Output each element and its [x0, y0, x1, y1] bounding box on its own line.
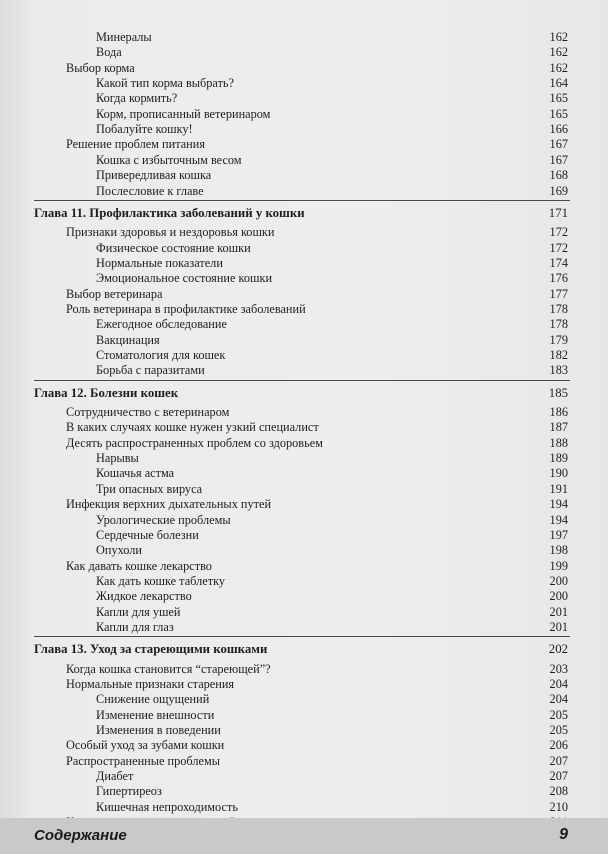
- toc-entry-title: Нормальные показатели: [96, 255, 223, 270]
- toc-entry[interactable]: [0, 348, 608, 363]
- toc-entry-title: Сотрудничество с ветеринаром: [66, 405, 230, 420]
- toc-entry[interactable]: [0, 605, 608, 620]
- toc-entry-page: 203: [549, 661, 568, 676]
- toc-entry-title: Кошка с избыточным весом: [96, 152, 242, 167]
- toc-entry-page: 208: [549, 784, 568, 799]
- footer-section-title: Содержание: [34, 827, 127, 844]
- toc-entry-page: 200: [549, 589, 568, 604]
- toc-entry[interactable]: [0, 168, 608, 183]
- toc-entry-page: 171: [548, 205, 568, 220]
- toc-entry-title: Гипертиреоз: [96, 784, 162, 799]
- toc-entry[interactable]: [0, 482, 608, 497]
- toc-entry-page: 201: [549, 604, 568, 619]
- toc-entry-page: 194: [549, 512, 568, 527]
- toc-entry-page: 182: [549, 348, 568, 362]
- toc-entry-page: 210: [549, 799, 568, 814]
- toc-entry-page: 165: [549, 106, 568, 121]
- toc-entry-page: 167: [549, 152, 568, 167]
- toc-entry-title: Корм, прописанный ветеринаром: [96, 106, 271, 121]
- toc-entry[interactable]: [0, 528, 608, 543]
- toc-entry-page: 190: [549, 466, 568, 481]
- toc-entry-page: 162: [549, 30, 568, 44]
- toc-entry-page: 178: [549, 301, 568, 316]
- toc-entry-title: Как давать кошке лекарство: [66, 558, 212, 573]
- toc-entry-page: 179: [549, 332, 568, 347]
- toc-entry[interactable]: [0, 225, 608, 240]
- toc-entry-title: Когда кормить?: [96, 91, 178, 106]
- toc-entry-page: 166: [549, 122, 568, 137]
- toc-entry-title: Капли для глаз: [96, 619, 174, 634]
- toc-entry-page: 188: [549, 435, 568, 450]
- toc-entry[interactable]: [0, 122, 608, 137]
- toc-entry[interactable]: [0, 451, 608, 466]
- toc-entry-page: 207: [549, 753, 568, 768]
- toc-entry-title: Вакцинация: [96, 332, 160, 347]
- toc-entry-page: 200: [549, 573, 568, 588]
- toc-entry-title: Кишечная непроходимость: [96, 799, 238, 814]
- toc-entry-title: Инфекция верхних дыхательных путей: [66, 497, 272, 512]
- toc-entry-title: Борьба с паразитами: [96, 363, 205, 378]
- toc-entry-title: Физическое состояние кошки: [96, 240, 251, 255]
- toc-entry-page: 162: [549, 45, 568, 60]
- toc-entry-page: 197: [549, 527, 568, 542]
- toc-entry[interactable]: [0, 184, 608, 199]
- toc-entry-page: 201: [549, 619, 568, 634]
- toc-entry-title: Изменение внешности: [96, 707, 215, 722]
- toc-entry-page: 165: [549, 91, 568, 106]
- toc-entry[interactable]: [0, 436, 608, 451]
- toc-entry[interactable]: [0, 769, 608, 784]
- toc-entry[interactable]: [0, 241, 608, 256]
- toc-entry-page: 199: [549, 558, 568, 573]
- toc-entry-title: Нарывы: [96, 451, 139, 466]
- toc-entry-title: Особый уход за зубами кошки: [66, 738, 225, 753]
- toc-entry[interactable]: [0, 76, 608, 91]
- toc-entry-page: 205: [549, 707, 568, 722]
- toc-entry-page: 164: [549, 76, 568, 91]
- toc-entry-title: Три опасных вируса: [96, 481, 203, 496]
- toc-entry-page: 198: [549, 543, 568, 558]
- toc-entry[interactable]: [0, 45, 608, 60]
- toc-entry[interactable]: [0, 677, 608, 692]
- toc-entry-title: Кошачья астма: [96, 466, 175, 481]
- toc-entry-title: Жидкое лекарство: [96, 589, 192, 604]
- toc-entry-page: 172: [549, 240, 568, 255]
- chapter-heading[interactable]: [0, 386, 608, 401]
- toc-entry-title: Выбор корма: [66, 60, 135, 75]
- toc-entry-title: Когда кошка становится “стареющей”?: [66, 661, 271, 676]
- toc-entry-title: Ежегодное обследование: [96, 317, 227, 332]
- toc-entry[interactable]: [0, 708, 608, 723]
- toc-entry-page: 176: [549, 271, 568, 286]
- toc-entry[interactable]: [0, 333, 608, 348]
- toc-entry[interactable]: [0, 589, 608, 604]
- toc-entry-page: 169: [549, 183, 568, 198]
- toc-entry[interactable]: [0, 723, 608, 738]
- toc-entry[interactable]: [0, 497, 608, 512]
- toc-entry[interactable]: [0, 574, 608, 589]
- toc-entry[interactable]: [0, 91, 608, 106]
- toc-entry[interactable]: [0, 153, 608, 168]
- toc-entry-title: Минералы: [96, 30, 152, 44]
- toc-entry-title: Снижение ощущений: [96, 692, 210, 707]
- toc-entry-page: 202: [548, 642, 568, 657]
- toc-entry[interactable]: [0, 543, 608, 558]
- toc-entry-page: 204: [549, 677, 568, 691]
- toc-entry-title: Решение проблем питания: [66, 137, 205, 152]
- toc-entry-title: Нормальные признаки старения: [66, 677, 235, 691]
- toc-entry-title: Привередливая кошка: [96, 168, 212, 183]
- toc-entry[interactable]: [0, 692, 608, 707]
- toc-entry[interactable]: [0, 559, 608, 574]
- toc-entry-title: Глава 11. Профилактика заболеваний у кошки: [34, 205, 305, 220]
- toc-entry-title: Капли для ушей: [96, 604, 181, 619]
- toc-entry-page: 191: [549, 481, 568, 496]
- toc-entry-page: 187: [549, 420, 568, 435]
- toc-entry-title: Признаки здоровья и нездоровья кошки: [66, 225, 275, 240]
- toc-entry[interactable]: [0, 256, 608, 271]
- toc-entry-title: Послесловие к главе: [96, 183, 204, 198]
- toc-entry-page: 174: [549, 255, 568, 270]
- toc-entry-title: Вода: [96, 45, 122, 60]
- toc-entry[interactable]: [0, 363, 608, 378]
- toc-entry-title: Распространенные проблемы: [66, 753, 220, 768]
- toc-entry-page: 185: [548, 385, 568, 400]
- toc-entry[interactable]: [0, 30, 608, 45]
- toc-entry-title: В каких случаях кошке нужен узкий специалист: [66, 420, 319, 435]
- toc-entry-page: 186: [549, 405, 568, 420]
- toc-entry[interactable]: [0, 271, 608, 286]
- chapter-divider: [34, 380, 570, 381]
- toc-entry-page: 194: [549, 497, 568, 512]
- toc-entry[interactable]: [0, 800, 608, 815]
- toc-entry[interactable]: [0, 420, 608, 435]
- toc-entry-title: Как дать кошке таблетку: [96, 573, 226, 588]
- toc-entry-title: Урологические проблемы: [96, 512, 231, 527]
- toc-entry-page: 206: [549, 738, 568, 753]
- toc-entry-title: Стоматология для кошек: [96, 348, 226, 362]
- page-footer: [0, 818, 608, 854]
- toc-entry-page: 172: [549, 225, 568, 240]
- toc-entry[interactable]: [0, 107, 608, 122]
- toc-entry-title: Побалуйте кошку!: [96, 122, 193, 137]
- toc-entry[interactable]: [0, 784, 608, 799]
- toc-entry[interactable]: [0, 738, 608, 753]
- toc-entry[interactable]: [0, 662, 608, 677]
- toc-entry-page: 168: [549, 168, 568, 183]
- toc-entry-title: Глава 13. Уход за стареющими кошками: [34, 642, 268, 657]
- toc-entry-title: Эмоциональное состояние кошки: [96, 271, 273, 286]
- toc-entry-title: Диабет: [96, 769, 134, 784]
- toc-entry-page: 207: [549, 769, 568, 784]
- toc-entry-page: 204: [549, 692, 568, 707]
- toc-entry-page: 189: [549, 451, 568, 466]
- toc-entry[interactable]: [0, 466, 608, 481]
- toc-entry[interactable]: [0, 137, 608, 152]
- toc-entry[interactable]: [0, 405, 608, 420]
- toc-entry-page: 162: [549, 60, 568, 75]
- toc-entry-page: 178: [549, 317, 568, 332]
- toc-entry-title: Сердечные болезни: [96, 527, 199, 542]
- chapter-divider: [34, 200, 570, 201]
- toc-entry[interactable]: [0, 513, 608, 528]
- chapter-heading[interactable]: [0, 206, 608, 221]
- toc-entry-title: Выбор ветеринара: [66, 286, 163, 301]
- toc-entry-title: Десять распространенных проблем со здоровьем: [66, 435, 323, 450]
- footer-page-number: 9: [559, 826, 568, 843]
- toc-entry[interactable]: [0, 302, 608, 317]
- toc-entry-page: 167: [549, 137, 568, 152]
- toc-entry[interactable]: [0, 754, 608, 769]
- toc-entry[interactable]: [0, 317, 608, 332]
- chapter-heading[interactable]: [0, 642, 608, 657]
- toc-entry-title: Какой тип корма выбрать?: [96, 76, 235, 91]
- toc-entry-title: Глава 12. Болезни кошек: [34, 385, 179, 400]
- toc-entry-page: 183: [549, 363, 568, 378]
- toc-entry[interactable]: [0, 61, 608, 76]
- toc-entry-title: Роль ветеринара в профилактике заболеваний: [66, 301, 306, 316]
- toc-entry[interactable]: [0, 287, 608, 302]
- toc-entry-title: Опухоли: [96, 543, 142, 558]
- toc-entry-page: 177: [549, 286, 568, 301]
- toc-entry-title: Изменения в поведении: [96, 723, 221, 738]
- chapter-divider: [34, 636, 570, 637]
- toc-entry[interactable]: [0, 620, 608, 635]
- toc-entry-page: 205: [549, 723, 568, 738]
